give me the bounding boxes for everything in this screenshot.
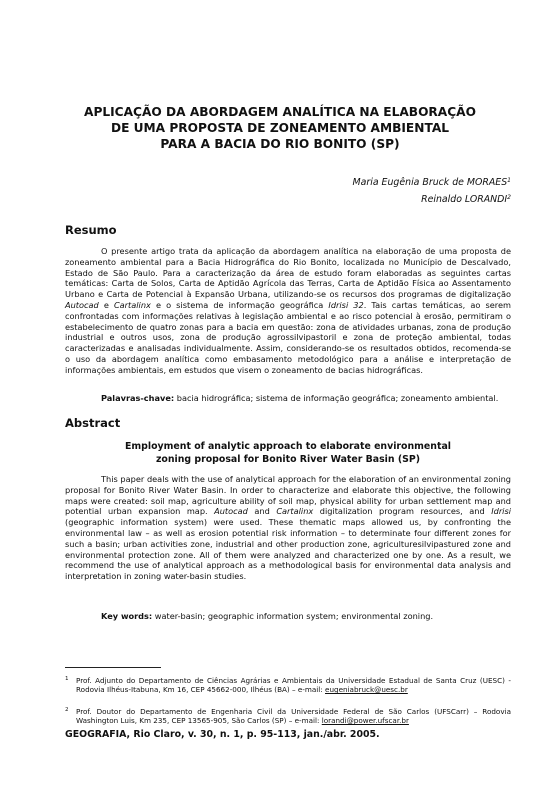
paper-title [40,104,520,152]
footnote-2-email-link[interactable]: lorandi@power.ufscar.br [321,716,409,726]
resumo-heading: Resumo [65,223,117,237]
title-line-2: DE UMA PROPOSTA DE ZONEAMENTO AMBIENTAL [110,121,450,135]
footnote-2-number: 2 [65,707,69,713]
author-list [353,174,511,208]
author-1-footnote-mark: 1 [507,177,511,184]
resumo-paragraph: O presente artigo trata da aplicação da abordagem analítica na elaboração de uma proposta de zoneamento ambiental para a Bacia Hidrográfica do Rio Bonito, localizada no Município de Descalvado, Estado de São Paulo. Para a caracterização da área de estudo foram elaboradas as seguintes cartas temáticas: Carta de Solos, Carta de Aptidão Agrícola das Terras, Carta de Aptidão Física ao Assentamento Urbano e Carta de Potencial à Expansão Urbana, utilizando-se os recursos dos programas de digitalização Autocad e Cartalinx e o sistema de informação geográfica Idrisi 32. Tais cartas temáticas, ao serem confrontadas com informações relativas à legislação ambiental e ao risco potencial à erosão, permitiram o estabelecimento de quatro zonas para a bacia em questão: zona de atividades urbanas, zona de produção industrial e outros usos, zona de produção agrossilvipastoril e zona de proteção ambiental, todas caracterizadas e analisadas individualmente. Assim, considerando-se os resultados obtidos, recomenda-se o uso da abordagem analítica como embasamento metodológico para a análise e interpretação de informações ambientais, em estudos que visem o zoneamento de bacias hidrográficas. [65,246,511,375]
author-2: Reinaldo LORANDI$^2$ [421,194,511,205]
abstract-paragraph: This paper deals with the use of analytical approach for the elaboration of an environmental zoning proposal for Bonito River Water Basin. In order to characterize and elaborate this objective, the following maps were created: soil map, agriculture ability of soil map, physical ability for urban settlement map and potential urban expansion map. Autocad and Cartalinx digitalization program resources, and Idrisi (geographic information system) were used. These thematic maps allowed us, by confronting the environmental law – as well as erosion potential risk information – to determinate four different zones for such a basin; urban activities zone, industrial and other production zone, agriculturesilvipastured zone and environmental protection zone. All of them were analyzed and characterized one by one. As a result, we recommend the use of analytical approach as a methodological basis for environmental data analysis and interpretation in zoning water-basin studies. [65,474,511,582]
author-1: Maria Eugênia Bruck de MORAES$^1$ [352,177,511,188]
footnote-1-email-link[interactable]: eugeniabruck@uesc.br [325,685,408,695]
key-words-label: Key words: [101,611,153,621]
footnote-divider [65,667,161,668]
footnote-1: 1 Prof. Adjunto do Departamento de Ciências Agrárias e Ambientais da Universidade Estadual de Santa Cruz (UESC) - Rodovia Ilhéus-Itabuna, Km 16, CEP 45662-000, Ilhéus (BA) – e-mail: eugeniabruck@uesc.br [65,676,511,695]
journal-citation-footer: GEOGRAFIA, Rio Claro, v. 30, n. 1, p. 95-113, jan./abr. 2005. [65,729,380,740]
abstract-subtitle: Employment of analytic approach to elaborate environmental zoning proposal for Bonito River Water Basin (SP) [125,441,451,465]
palavras-chave-label: Palavras-chave: [101,393,175,403]
abstract-keywords: Key words: water-basin; geographic information system; environmental zoning. [101,611,434,621]
title-line-3: PARA A BACIA DO RIO BONITO (SP) [160,137,400,151]
author-2-footnote-mark: 2 [507,194,511,201]
footnote-1-number: 1 [65,676,69,682]
title-line-1: APLICAÇÃO DA ABORDAGEM ANALÍTICA NA ELABORAÇÃO [84,105,476,119]
resumo-keywords: Palavras-chave: bacia hidrográfica; sistema de informação geográfica; zoneamento ambiental. [101,393,499,403]
abstract-heading: Abstract [65,416,121,430]
footnote-2: 2 Prof. Doutor do Departamento de Engenharia Civil da Universidade Federal de São Carlos (UFSCarr) – Rodovia Washington Luis, Km 235, CEP 13565-905, São Carlos (SP) – e-mail: lorandi@power.ufscar.br [65,707,511,726]
